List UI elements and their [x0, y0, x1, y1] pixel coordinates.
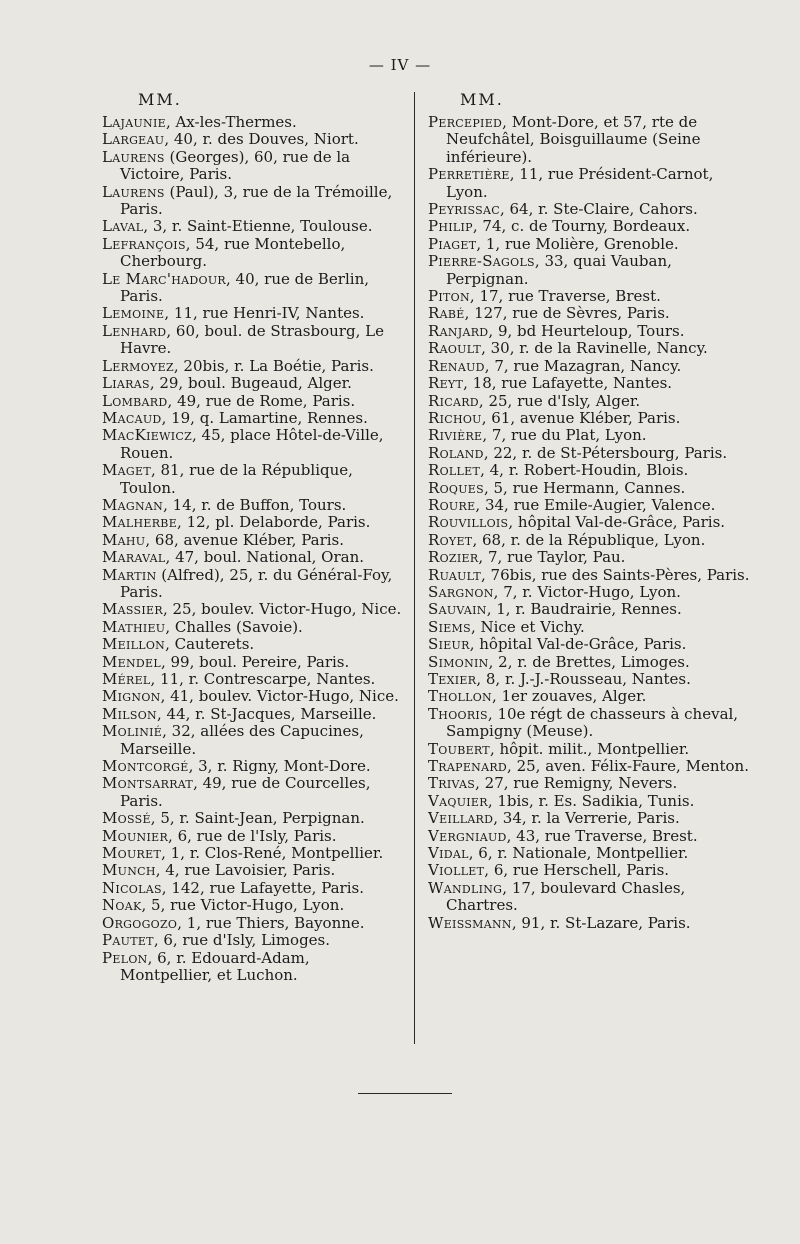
entry-address: , 14, r. de Buffon, Tours. [163, 495, 347, 514]
entry-address: , 43, rue Traverse, Brest. [506, 826, 698, 845]
entry-address: , Challes (Savoie). [165, 617, 303, 636]
entry-name: Massier [102, 600, 163, 619]
list-item [102, 305, 402, 322]
entry-name: Vaquier [428, 791, 488, 810]
list-item [428, 288, 758, 305]
entry-name: Rabé [428, 304, 465, 323]
list-item [102, 549, 402, 566]
list-item [428, 358, 758, 375]
entry-name: Renaud [428, 356, 485, 375]
entry-address: , 29, boul. Bugeaud, Alger. [149, 374, 352, 393]
list-item [102, 410, 402, 427]
entry-address: (Georges), 60, rue de la Victoire, Paris. [120, 147, 351, 184]
entry-address: , 76bis, rue des Saints-Pères, Paris. [481, 565, 750, 584]
list-item [428, 706, 758, 741]
entry-name: Nicolas [102, 878, 162, 897]
entry-name: Orgogozo [102, 913, 178, 932]
entry-address: , 34, rue Emile-Augier, Valence. [475, 495, 716, 514]
bottom-rule [358, 1093, 452, 1094]
list-item [428, 253, 758, 288]
left-column-header: MM. [138, 90, 182, 109]
list-item [102, 323, 402, 358]
entry-name: Mounier [102, 826, 169, 845]
column-divider [414, 92, 415, 1044]
entry-name: Piaget [428, 234, 477, 253]
entry-name: Largeau [102, 130, 165, 149]
list-item [428, 514, 758, 531]
entry-address: , 1, r. Clos-René, Montpellier. [161, 844, 384, 863]
list-item [428, 462, 758, 479]
list-item [428, 549, 758, 566]
entry-name: Sauvain [428, 600, 487, 619]
list-item [102, 950, 402, 985]
list-item [102, 723, 402, 758]
list-item [428, 601, 758, 618]
list-item [102, 462, 402, 497]
entry-name: Rouvillois [428, 513, 509, 532]
right-entry-list [428, 114, 758, 932]
entry-name: Wandling [428, 878, 503, 897]
entry-name: Mérel [102, 670, 151, 688]
list-item [428, 445, 758, 462]
entry-address: , 1, r. Baudrairie, Rennes. [486, 600, 682, 619]
entry-name: Thooris [428, 704, 488, 723]
entry-name: Montcorgé [102, 757, 189, 776]
list-item [428, 758, 758, 775]
entry-address: , 9, bd Heurteloup, Tours. [488, 321, 685, 340]
list-item [102, 706, 402, 723]
list-item [102, 497, 402, 514]
entry-name: Malherbe [102, 513, 178, 532]
list-item [102, 427, 402, 462]
right-column [428, 90, 758, 932]
entry-name: Maraval [102, 548, 166, 567]
list-item [428, 236, 758, 253]
entry-name: Laurens [102, 147, 165, 166]
entry-address: , hôpital Val-de-Grâce, Paris. [508, 513, 726, 532]
entry-address: , 74, c. de Tourny, Bordeaux. [472, 217, 691, 236]
list-item [428, 393, 758, 410]
list-item [428, 636, 758, 653]
entry-address: , 7, rue Mazagran, Nancy. [484, 356, 682, 375]
entry-name: Royet [428, 530, 473, 549]
list-item [428, 410, 758, 427]
entry-address: , 11, r. Contrescarpe, Nantes. [150, 670, 376, 688]
list-item [102, 880, 402, 897]
entry-name: Molinié [102, 722, 163, 741]
entry-address: , 142, rue Lafayette, Paris. [161, 878, 364, 897]
entry-name: Ruault [428, 565, 481, 584]
entry-name: Simonin [428, 652, 489, 671]
entry-name: Toubert [428, 739, 490, 758]
entry-address: , 25, aven. Félix-Faure, Menton. [507, 757, 749, 776]
entry-name: Laurens [102, 182, 165, 201]
list-item [428, 810, 758, 827]
list-item [428, 584, 758, 601]
entry-address: , 1bis, r. Es. Sadikia, Tunis. [487, 791, 695, 810]
entry-name: Ricard [428, 391, 479, 410]
entry-name: Rollet [428, 461, 481, 480]
entry-address: , 91, r. St-Lazare, Paris. [511, 913, 691, 932]
list-item [102, 601, 402, 618]
entry-address: , 10e régt de chasseurs à cheval, Sampigny (Meuse). [446, 704, 739, 741]
entry-name: Reyt [428, 374, 464, 393]
entry-address: , 6, rue Herschell, Paris. [484, 861, 670, 880]
entry-name: Milson [102, 704, 157, 723]
entry-address: , 4, r. Robert-Houdin, Blois. [480, 461, 689, 480]
entry-address: , 11, rue Président-Carnot, Lyon. [446, 165, 714, 201]
entry-name: Lefrançois [102, 234, 186, 253]
entry-address: , 4, rue Lavoisier, Paris. [155, 861, 336, 880]
entry-address: , 61, avenue Kléber, Paris. [481, 408, 681, 427]
entry-address: , hôpital Val-de-Grâce, Paris. [469, 635, 687, 654]
entry-name: Siems [428, 617, 471, 636]
list-item [102, 514, 402, 531]
entry-name: Lermoyez [102, 356, 174, 375]
entry-name: Liaras [102, 374, 150, 393]
entry-address: , 6, rue de l'Isly, Paris. [168, 826, 337, 845]
page-number: — IV — [368, 56, 432, 74]
entry-address: , 99, boul. Pereire, Paris. [160, 652, 350, 671]
entry-address: , 19, q. Lamartine, Rennes. [161, 408, 368, 427]
entry-address: , 47, boul. National, Oran. [165, 548, 365, 567]
entry-address: , 32, allées des Capucines, Marseille. [120, 722, 364, 758]
list-item [102, 184, 402, 219]
entry-name: Le Marc'hadour [102, 269, 227, 288]
list-item [102, 131, 402, 148]
entry-address: , 33, quai Vauban, Perpignan. [446, 252, 672, 288]
entry-address: , 6, rue d'Isly, Limoges. [153, 931, 331, 950]
entry-name: Percepied [428, 113, 503, 131]
list-item [428, 323, 758, 340]
entry-address: , 3, r. Rigny, Mont-Dore. [188, 757, 371, 776]
entry-name: Trapenard [428, 757, 508, 776]
entry-name: Roure [428, 495, 476, 514]
entry-name: Mossé [102, 809, 151, 828]
list-item [102, 932, 402, 949]
entry-name: Maget [102, 461, 151, 480]
entry-address: , 49, rue de Rome, Paris. [167, 391, 356, 410]
entry-name: Piton [428, 287, 470, 306]
list-item [428, 880, 758, 915]
list-item [102, 654, 402, 671]
list-item [102, 114, 402, 131]
list-item [102, 236, 402, 271]
list-item [102, 567, 402, 602]
list-item [428, 201, 758, 218]
entry-name: Philip [428, 217, 473, 236]
list-item [102, 532, 402, 549]
entry-name: Sieur [428, 635, 470, 654]
list-item [102, 375, 402, 392]
entry-name: Meillon [102, 635, 166, 654]
entry-address: , 40, r. des Douves, Niort. [164, 130, 359, 149]
entry-name: Martin [102, 565, 157, 584]
entry-name: Peyrissac [428, 200, 500, 219]
list-item [428, 427, 758, 444]
entry-name: Lemoine [102, 304, 165, 323]
list-item [428, 166, 758, 201]
list-item [428, 862, 758, 879]
entry-address: , 5, r. Saint-Jean, Perpignan. [150, 809, 365, 828]
list-item [428, 688, 758, 705]
list-item [102, 271, 402, 306]
left-column [102, 90, 402, 984]
entry-name: Mignon [102, 687, 161, 706]
entry-address: , 41, boulev. Victor-Hugo, Nice. [160, 687, 399, 706]
list-item [428, 375, 758, 392]
entry-name: Vergniaud [428, 826, 507, 845]
list-item [102, 775, 402, 810]
entry-address: , 12, pl. Delaborde, Paris. [177, 513, 371, 532]
list-item [428, 619, 758, 636]
entry-address: , 1er zouaves, Alger. [491, 687, 647, 706]
list-item [428, 671, 758, 688]
entry-name: Ranjard [428, 321, 489, 340]
entry-address: , 81, rue de la République, Toulon. [120, 461, 353, 497]
entry-address: , 1, rue Molière, Grenoble. [476, 234, 679, 253]
entry-name: Mouret [102, 844, 162, 863]
entry-address: , hôpit. milit., Montpellier. [489, 739, 690, 758]
list-item [102, 758, 402, 775]
list-item [102, 862, 402, 879]
list-item [428, 305, 758, 322]
entry-address: , 7, rue Taylor, Pau. [478, 548, 626, 567]
entry-address: , 54, rue Montebello, Cherbourg. [120, 234, 346, 271]
entry-name: Thollon [428, 687, 492, 706]
list-item [102, 149, 402, 184]
entry-address: , 17, boulevard Chasles, Chartres. [446, 878, 686, 915]
entry-name: Mendel [102, 652, 161, 671]
entry-address: , 22, r. de St-Pétersbourg, Paris. [483, 443, 728, 462]
entry-name: Mahu [102, 530, 146, 549]
entry-name: Weissmann [428, 913, 512, 932]
entry-address: , 20bis, r. La Boétie, Paris. [173, 356, 374, 375]
entry-name: Viollet [428, 861, 485, 880]
entry-name: Roland [428, 443, 484, 462]
entry-address: , Cauterets. [165, 635, 255, 654]
list-item [102, 915, 402, 932]
entry-address: , Ax-les-Thermes. [165, 113, 297, 131]
entry-address: , 7, r. Victor-Hugo, Lyon. [493, 582, 681, 601]
entry-name: Trivas [428, 774, 476, 793]
list-item [102, 358, 402, 375]
entry-name: Sargnon [428, 582, 494, 601]
entry-name: MacKiewicz [102, 426, 193, 445]
entry-name: Vidal [428, 844, 469, 863]
entry-name: Lajaunie [102, 113, 166, 131]
entry-address: , 60, boul. de Strasbourg, Le Havre. [120, 321, 384, 358]
list-item [428, 775, 758, 792]
entry-address: , 64, r. Ste-Claire, Cahors. [499, 200, 698, 219]
entry-name: Laval [102, 217, 144, 236]
left-entry-list [102, 114, 402, 984]
entry-name: Mathieu [102, 617, 166, 636]
entry-name: Pelon [102, 948, 148, 967]
entry-address: , 25, boulev. Victor-Hugo, Nice. [162, 600, 402, 619]
entry-address: , 2, r. de Brettes, Limoges. [488, 652, 690, 671]
list-item [102, 636, 402, 653]
list-item [102, 218, 402, 235]
entry-address: , 6, r. Nationale, Montpellier. [468, 844, 689, 863]
list-item [428, 114, 758, 166]
entry-address: , 5, rue Hermann, Cannes. [483, 478, 686, 497]
entry-address: , 8, r. J.-J.-Rousseau, Nantes. [476, 670, 691, 688]
entry-address: , 45, place Hôtel-de-Ville, Rouen. [120, 426, 384, 462]
list-item [102, 810, 402, 827]
list-item [428, 828, 758, 845]
entry-name: Rozier [428, 548, 479, 567]
right-column-header: MM. [460, 90, 504, 109]
entry-address: , 6, r. Edouard-Adam, Montpellier, et Luchon. [120, 948, 310, 984]
list-item [102, 845, 402, 862]
entry-address: , 7, rue du Plat, Lyon. [482, 426, 647, 445]
list-item [102, 828, 402, 845]
entry-address: , 127, rue de Sèvres, Paris. [464, 304, 670, 323]
list-item [102, 688, 402, 705]
entry-name: Texier [428, 670, 477, 688]
entry-address: , 18, rue Lafayette, Nantes. [463, 374, 673, 393]
entry-address: (Alfred), 25, r. du Général-Foy, Paris. [120, 565, 393, 601]
list-item [428, 741, 758, 758]
entry-name: Perretière [428, 165, 510, 184]
entry-address: , 5, rue Victor-Hugo, Lyon. [141, 896, 345, 915]
entry-address: , 34, r. la Verrerie, Paris. [493, 809, 680, 828]
entry-address: , Mont-Dore, et 57, rte de Neufchâtel, Boisguillaume (Seine inférieure). [446, 113, 701, 166]
list-item [428, 480, 758, 497]
list-item [102, 619, 402, 636]
entry-name: Roques [428, 478, 484, 497]
list-item [428, 218, 758, 235]
entry-name: Pautet [102, 931, 154, 950]
entry-address: , 25, rue d'Isly, Alger. [478, 391, 641, 410]
list-item [428, 497, 758, 514]
entry-name: Noak [102, 896, 142, 915]
entry-name: Richou [428, 408, 482, 427]
entry-address: , 49, rue de Courcelles, Paris. [120, 774, 371, 810]
entry-address: , 30, r. de la Ravinelle, Nancy. [481, 339, 708, 358]
entry-name: Veillard [428, 809, 494, 828]
entry-address: , 27, rue Remigny, Nevers. [475, 774, 678, 793]
list-item [428, 567, 758, 584]
entry-address: , 40, rue de Berlin, Paris. [120, 269, 369, 306]
entry-address: , 17, rue Traverse, Brest. [469, 287, 661, 306]
entry-name: Rivière [428, 426, 483, 445]
entry-address: , 1, rue Thiers, Bayonne. [177, 913, 365, 932]
entry-address: , 68, r. de la République, Lyon. [472, 530, 706, 549]
entry-address: , 68, avenue Kléber, Paris. [145, 530, 345, 549]
list-item [102, 671, 402, 688]
entry-name: Munch [102, 861, 156, 880]
list-item [428, 793, 758, 810]
entry-name: Montsarrat [102, 774, 194, 793]
entry-name: Lenhard [102, 321, 167, 340]
entry-name: Pierre-Sagols [428, 252, 535, 271]
entry-address: (Paul), 3, rue de la Trémoille, Paris. [120, 182, 393, 219]
entry-address: , Nice et Vichy. [470, 617, 585, 636]
entry-name: Lombard [102, 391, 168, 410]
list-item [428, 532, 758, 549]
list-item [428, 845, 758, 862]
list-item [102, 897, 402, 914]
entry-name: Magnan [102, 495, 164, 514]
list-item [428, 654, 758, 671]
list-item [102, 393, 402, 410]
entry-address: , 44, r. St-Jacques, Marseille. [157, 704, 377, 723]
entry-address: , 11, rue Henri-IV, Nantes. [164, 304, 365, 323]
list-item [428, 340, 758, 357]
entry-name: Macaud [102, 408, 162, 427]
list-item [428, 915, 758, 932]
entry-name: Raoult [428, 339, 482, 358]
entry-address: , 3, r. Saint-Etienne, Toulouse. [143, 217, 373, 236]
